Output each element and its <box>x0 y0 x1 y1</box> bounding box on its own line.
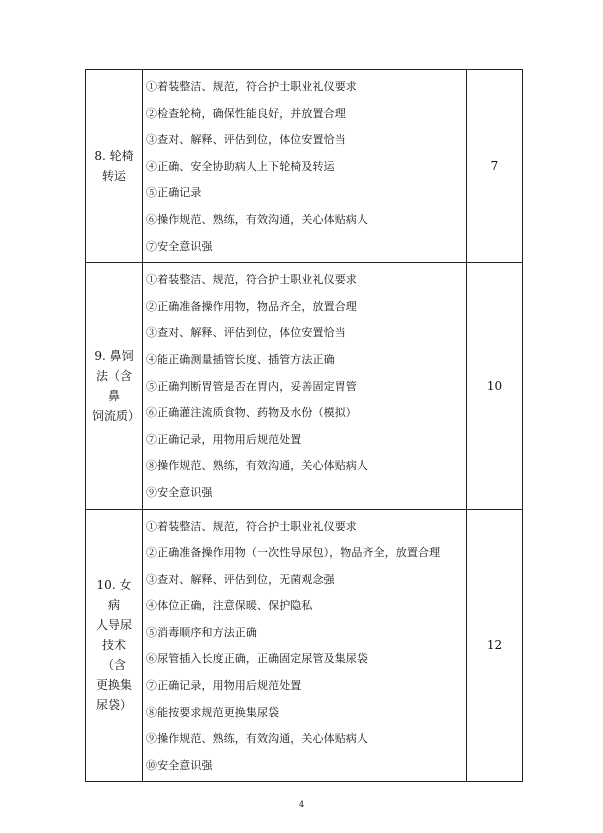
requirement-line: ⑨操作规范、熟练，有效沟通，关心体贴病人 <box>146 732 368 746</box>
item-name: 8. 轮椅 转运 <box>94 149 134 184</box>
requirement-line: ①着装整洁、规范，符合护士职业礼仪要求 <box>146 273 357 287</box>
requirement-line: ③查对、解释、评估到位，体位安置恰当 <box>146 326 346 340</box>
requirement-line: ②正确准备操作用物（一次性导尿包），物品齐全，放置合理 <box>146 546 441 560</box>
requirement-line: ⑧能按要求规范更换集尿袋 <box>146 705 280 719</box>
requirement-line: ⑤正确记录 <box>146 186 202 200</box>
score-cell: 7 <box>467 70 523 263</box>
requirement-line: ⑥正确灌注流质食物、药物及水份（模拟） <box>146 406 357 420</box>
item-name: 10. 女病 人导尿 技术（含 更换集 尿袋） <box>95 578 132 713</box>
requirement-line: ⑨安全意识强 <box>146 485 213 499</box>
item-name-cell <box>86 263 143 509</box>
item-name-cell <box>86 70 143 263</box>
requirement-line: ③查对、解释、评估到位，体位安置恰当 <box>146 133 346 147</box>
requirement-line: ①着装整洁、规范，符合护士职业礼仪要求 <box>146 519 357 533</box>
requirement-line: ⑦正确记录，用物用后规范处置 <box>146 679 302 693</box>
skills-table <box>85 69 523 782</box>
page-number: 4 <box>298 800 305 809</box>
requirement-line: ③查对、解释、评估到位，无菌观念强 <box>146 572 335 586</box>
requirement-line: ⑦正确记录，用物用后规范处置 <box>146 432 302 446</box>
item-name: 9. 鼻饲 法（含鼻 饲流质） <box>92 348 141 423</box>
requirement-line: ①着装整洁、规范，符合护士职业礼仪要求 <box>146 80 357 93</box>
requirements-cell <box>143 70 467 263</box>
score-cell: 10 <box>467 263 523 509</box>
score-cell: 12 <box>467 509 523 782</box>
requirement-line: ④能正确测量插管长度、插管方法正确 <box>146 352 335 366</box>
requirement-line: ④体位正确，注意保暖、保护隐私 <box>146 599 313 613</box>
requirement-line: ⑧操作规范、熟练，有效沟通，关心体贴病人 <box>146 459 368 473</box>
requirement-line: ④正确、安全协助病人上下轮椅及转运 <box>146 159 335 173</box>
requirement-line: ⑥尿管插入长度正确，正确固定尿管及集尿袋 <box>146 652 368 666</box>
requirement-line: ⑤正确判断胃管是否在胃内，妥善固定胃管 <box>146 379 357 393</box>
table-row <box>86 509 523 782</box>
item-name-cell <box>86 509 143 782</box>
requirement-line: ②检查轮椅，确保性能良好，并放置合理 <box>146 106 346 120</box>
requirement-line: ⑦安全意识强 <box>146 239 213 253</box>
requirement-line: ②正确准备操作用物，物品齐全，放置合理 <box>146 299 357 313</box>
requirement-line: ⑥操作规范、熟练，有效沟通，关心体贴病人 <box>146 212 368 226</box>
requirements-cell <box>143 509 467 782</box>
table-row <box>86 263 523 509</box>
table-row <box>86 70 523 263</box>
requirement-line: ⑩安全意识强 <box>146 758 213 772</box>
requirements-cell <box>143 263 467 509</box>
requirement-line: ⑤消毒顺序和方法正确 <box>146 625 257 639</box>
